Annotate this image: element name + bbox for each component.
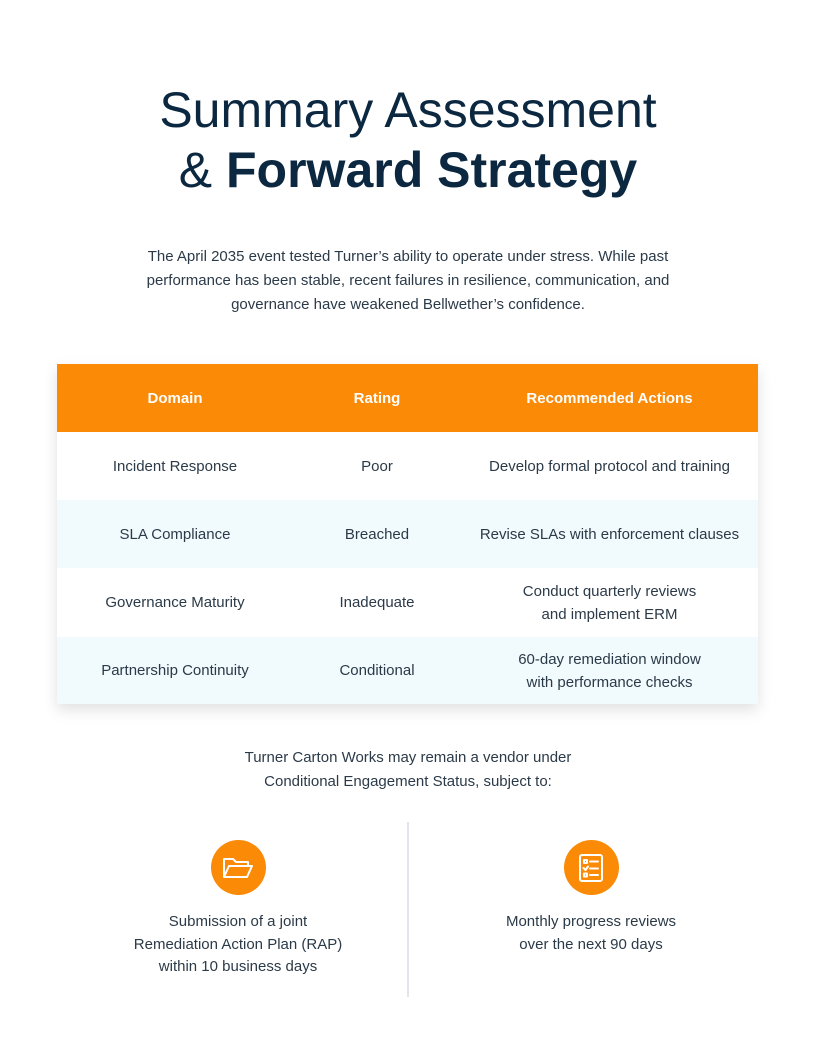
- condition-rap: [88, 840, 388, 979]
- condition-reviews-line-1: Monthly progress reviews: [505, 913, 677, 930]
- cell-domain: SLA Compliance: [119, 525, 231, 543]
- condition-reviews-text: [441, 911, 741, 956]
- cell-domain: Partnership Continuity: [101, 662, 249, 679]
- conditional-line-2: Conditional Engagement Status, subject to:: [264, 773, 552, 790]
- assessment-table: [57, 364, 758, 704]
- cell-actions-line-1: Conduct quarterly reviews: [522, 582, 697, 600]
- condition-rap-text: [88, 911, 388, 979]
- condition-reviews-line-2: over the next 90 days: [519, 935, 663, 953]
- cell-rating: Conditional: [339, 662, 415, 679]
- conditional-statement: [158, 746, 658, 794]
- cell-actions-line-1: 60-day remediation window: [518, 650, 701, 668]
- page-title: [0, 80, 816, 200]
- table-row: [57, 637, 758, 704]
- title-ampersand: &: [178, 142, 227, 198]
- table-row: [57, 500, 758, 568]
- title-bold: Forward Strategy: [226, 142, 638, 198]
- condition-rap-line-2: Remediation Action Plan (RAP): [133, 935, 343, 953]
- cell-domain: Governance Maturity: [105, 594, 245, 611]
- cell-rating: Inadequate: [339, 594, 415, 611]
- conditional-line-1: Turner Carton Works may remain a vendor under: [244, 749, 572, 766]
- header-actions: Recommended Actions: [526, 389, 693, 407]
- cell-actions: [461, 648, 758, 694]
- cell-rating: Breached: [344, 525, 410, 543]
- header-domain: Domain: [147, 389, 203, 407]
- cell-actions: Revise SLAs with enforcement clauses: [479, 525, 740, 543]
- folder-icon: [211, 840, 266, 895]
- table-header: [57, 364, 758, 432]
- table-row: [57, 568, 758, 637]
- header-rating: Rating: [353, 389, 401, 407]
- condition-rap-line-3: within 10 business days: [158, 958, 318, 975]
- vertical-divider: [407, 822, 409, 997]
- cell-domain: Incident Response: [112, 457, 238, 475]
- title-line-1: Summary Assessment: [159, 82, 657, 138]
- title-line-2: [0, 140, 816, 200]
- cell-rating: Poor: [361, 457, 393, 475]
- intro-paragraph: The April 2035 event tested Turner’s ability to operate under stress. While past performance has been stable, recent failures in resilience, communication, and governance have weakened Bellwether’s confidence.: [146, 248, 670, 313]
- condition-reviews: [441, 840, 741, 956]
- table-row: [57, 432, 758, 500]
- condition-rap-line-1: Submission of a joint: [168, 913, 308, 930]
- cell-actions-line-2: with performance checks: [526, 673, 693, 691]
- cell-actions: [461, 580, 758, 626]
- cell-actions-line-2: and implement ERM: [541, 605, 678, 623]
- checklist-icon: [564, 840, 619, 895]
- cell-actions: Develop formal protocol and training: [489, 457, 730, 475]
